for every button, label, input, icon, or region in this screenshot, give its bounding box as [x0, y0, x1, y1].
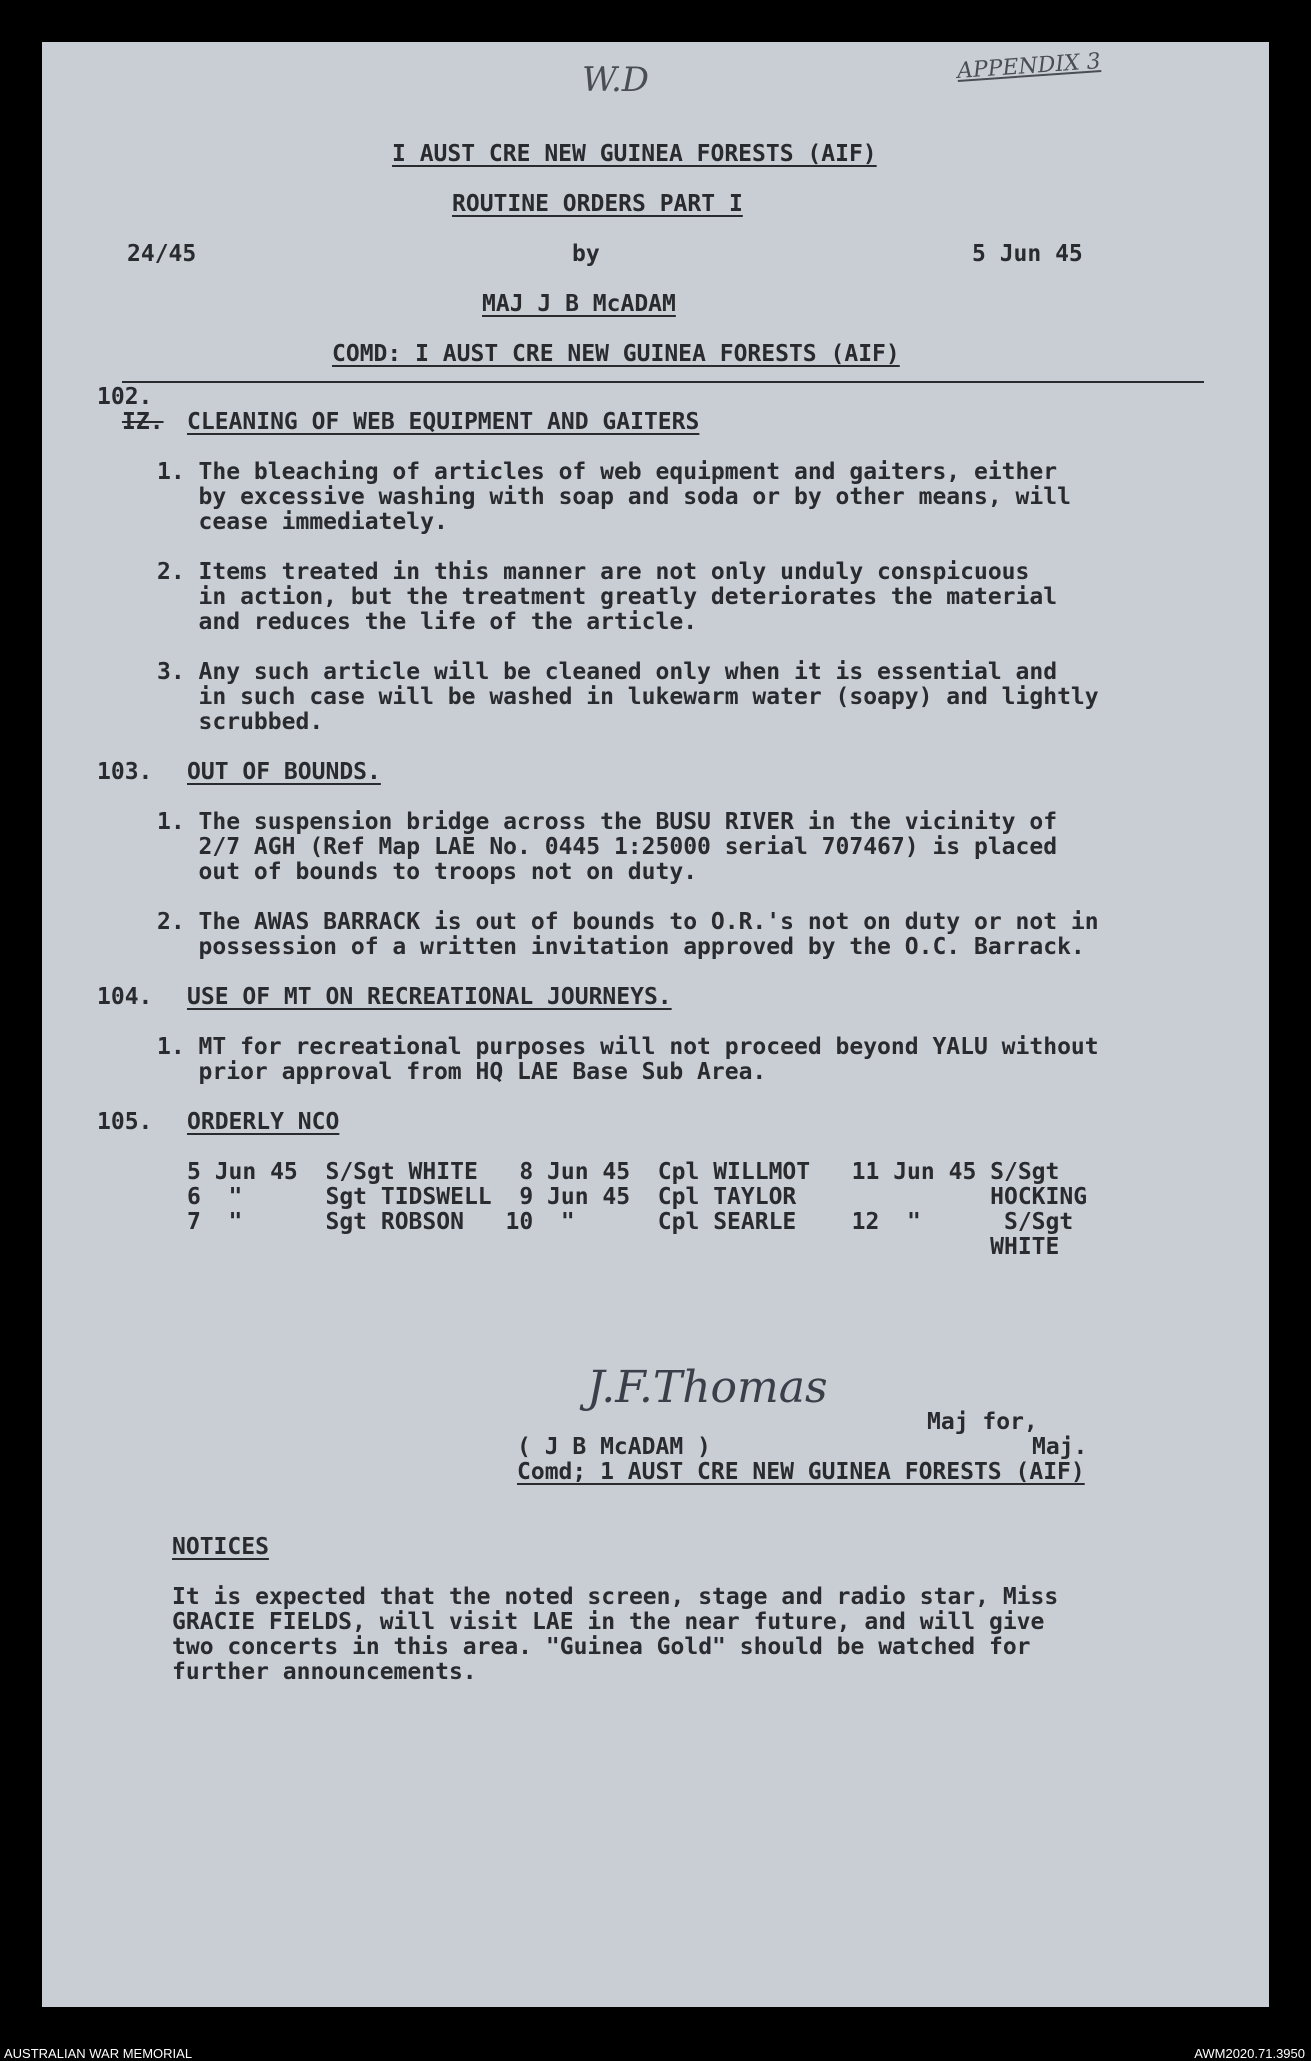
notices-heading: NOTICES [172, 1534, 269, 1560]
notices-line-1: It is expected that the noted screen, stage and radio star, Miss [172, 1584, 1059, 1610]
document-page [42, 42, 1269, 2007]
section-105-number: 105. [97, 1109, 153, 1135]
roster-row-4: WHITE [187, 1234, 1060, 1260]
order-number: 24/45 [127, 241, 197, 267]
section-103-heading: OUT OF BOUNDS. [187, 759, 381, 785]
section-102-para-2-line-2: in action, but the treatment greatly deteriorates the material [157, 584, 1058, 610]
section-102-para-2-line-1: 2. Items treated in this manner are not only unduly conspicuous [157, 559, 1030, 585]
signatory-command: Comd; 1 AUST CRE NEW GUINEA FORESTS (AIF) [517, 1459, 1085, 1485]
section-102-number: 102. [97, 384, 153, 410]
order-date: 5 Jun 45 [972, 241, 1083, 267]
signature-maj-for: Maj for, [927, 1409, 1038, 1435]
unit-heading: I AUST CRE NEW GUINEA FORESTS (AIF) [392, 141, 877, 167]
handwritten-appendix-annotation: APPENDIX 3 [956, 49, 1102, 84]
signatory-name: ( J B McADAM ) [517, 1434, 711, 1460]
notices-line-3: two concerts in this area. "Guinea Gold" should be watched for [172, 1634, 1031, 1660]
by-label: by [572, 241, 600, 267]
section-103-number: 103. [97, 759, 153, 785]
document-title: ROUTINE ORDERS PART I [452, 191, 743, 217]
roster-row-1: 5 Jun 45 S/Sgt WHITE 8 Jun 45 Cpl WILLMOT 11 Jun 45 S/Sgt [187, 1159, 1060, 1185]
notices-line-4: further announcements. [172, 1659, 477, 1685]
handwritten-wd-annotation: W.D [582, 60, 650, 100]
section-102-para-2-line-3: and reduces the life of the article. [157, 609, 698, 635]
section-104-heading: USE OF MT ON RECREATIONAL JOURNEYS. [187, 984, 672, 1010]
roster-row-3: 7 " Sgt ROBSON 10 " Cpl SEARLE 12 " S/Sgt [187, 1209, 1074, 1235]
section-102-para-1-line-3: cease immediately. [157, 509, 448, 535]
section-102-para-1-line-1: 1. The bleaching of articles of web equipment and gaiters, either [157, 459, 1058, 485]
signatory-rank: Maj. [1032, 1434, 1088, 1460]
handwritten-signature: J.F.Thomas [587, 1362, 828, 1413]
section-103-para-1-line-3: out of bounds to troops not on duty. [157, 859, 698, 885]
section-104-para-1-line-2: prior approval from HQ LAE Base Sub Area. [157, 1059, 767, 1085]
section-102-para-3-line-2: in such case will be washed in lukewarm water (soapy) and lightly [157, 684, 1099, 710]
header-divider [122, 381, 1204, 383]
footer-accession-number: AWM2020.71.3950 [1194, 2046, 1305, 2061]
section-103-para-2-line-2: possession of a written invitation approved by the O.C. Barrack. [157, 934, 1085, 960]
footer-source: AUSTRALIAN WAR MEMORIAL [4, 2046, 193, 2061]
section-104-number: 104. [97, 984, 153, 1010]
section-103-para-1-line-2: 2/7 AGH (Ref Map LAE No. 0445 1:25000 serial 707467) is placed [157, 834, 1058, 860]
section-104-para-1-line-1: 1. MT for recreational purposes will not proceed beyond YALU without [157, 1034, 1099, 1060]
section-102-heading: CLEANING OF WEB EQUIPMENT AND GAITERS [187, 409, 700, 435]
officer-name: MAJ J B McADAM [482, 291, 676, 317]
section-102-struck-number: IZ. [122, 409, 164, 435]
command-line: COMD: I AUST CRE NEW GUINEA FORESTS (AIF) [332, 341, 900, 367]
section-102-para-1-line-2: by excessive washing with soap and soda or by other means, will [157, 484, 1071, 510]
section-102-para-3-line-1: 3. Any such article will be cleaned only when it is essential and [157, 659, 1058, 685]
section-102-para-3-line-3: scrubbed. [157, 709, 324, 735]
section-103-para-2-line-1: 2. The AWAS BARRACK is out of bounds to O.R.'s not on duty or not in [157, 909, 1099, 935]
notices-line-2: GRACIE FIELDS, will visit LAE in the near future, and will give [172, 1609, 1045, 1635]
section-105-heading: ORDERLY NCO [187, 1109, 340, 1135]
roster-row-2: 6 " Sgt TIDSWELL 9 Jun 45 Cpl TAYLOR HOCKING [187, 1184, 1088, 1210]
section-103-para-1-line-1: 1. The suspension bridge across the BUSU RIVER in the vicinity of [157, 809, 1058, 835]
